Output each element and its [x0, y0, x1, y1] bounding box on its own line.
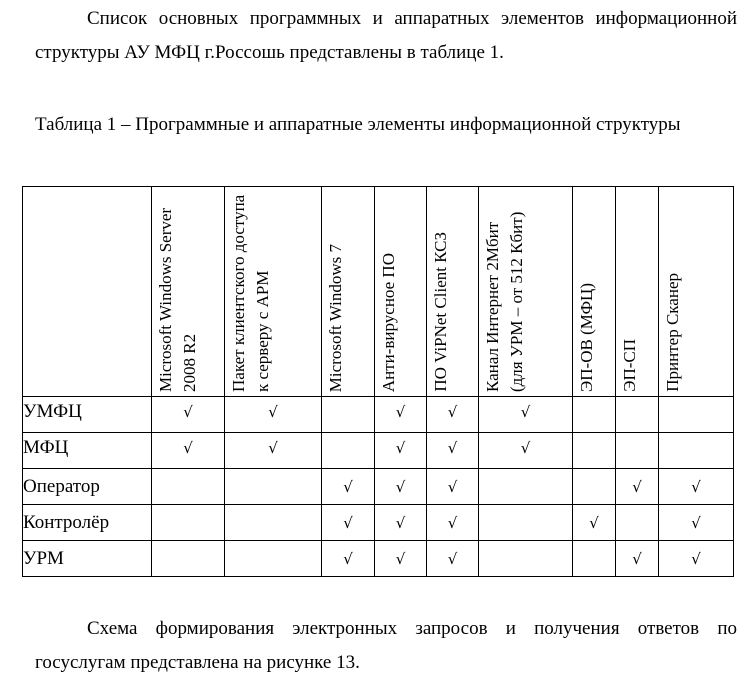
table-cell	[322, 541, 375, 577]
check-mark: √	[632, 550, 642, 568]
table-cell	[322, 433, 375, 469]
table-cell	[616, 505, 659, 541]
check-mark: √	[691, 478, 701, 496]
check-mark: √	[691, 550, 701, 568]
check-mark: √	[395, 403, 406, 421]
table-cell	[616, 433, 659, 469]
table-header-row	[23, 187, 734, 397]
table-cell	[479, 397, 573, 433]
check-mark: √	[447, 478, 458, 496]
table-cell	[479, 541, 573, 577]
table-cell	[375, 541, 427, 577]
column-header-label: ЭП-ОВ (МФЦ)	[577, 283, 596, 392]
check-mark: √	[395, 514, 406, 532]
column-header-label: Принтер Сканер	[663, 273, 682, 392]
table-cell	[573, 505, 616, 541]
table-cell	[427, 505, 479, 541]
check-mark: √	[268, 403, 278, 421]
row-label: УМФЦ	[23, 397, 152, 433]
column-header	[659, 187, 734, 397]
column-header	[573, 187, 616, 397]
table-cell	[375, 397, 427, 433]
table-cell	[225, 505, 322, 541]
row-label: Оператор	[23, 469, 152, 505]
check-mark: √	[395, 439, 406, 457]
table-cell	[152, 397, 225, 433]
table-cell	[375, 433, 427, 469]
check-mark: √	[395, 478, 406, 496]
column-header	[322, 187, 375, 397]
table-row	[23, 505, 734, 541]
table-cell	[427, 541, 479, 577]
table-cell	[225, 397, 322, 433]
check-mark: √	[691, 514, 701, 532]
column-header-label: Microsoft Windows Server 2008 R2	[156, 207, 199, 392]
outro-paragraph: Схема формирования электронных запросов и получения ответов по госуслугам представлена на рисунке 13.	[35, 618, 737, 673]
check-mark: √	[447, 550, 458, 568]
table-cell	[479, 505, 573, 541]
table-cell	[322, 469, 375, 505]
table-row	[23, 541, 734, 577]
elements-table	[22, 186, 734, 577]
table-cell	[427, 397, 479, 433]
row-label: УРМ	[23, 541, 152, 577]
table-cell	[427, 469, 479, 505]
table-cell	[659, 505, 734, 541]
check-mark: √	[343, 478, 353, 496]
column-header-label: Канал Интернет 2Мбит (для УРМ – от 512 Кбит)	[483, 211, 526, 392]
table-cell	[225, 469, 322, 505]
column-header-label: Анти-вирусное ПО	[379, 252, 398, 392]
table-cell	[573, 469, 616, 505]
check-mark: √	[343, 550, 353, 568]
table-cell	[616, 397, 659, 433]
intro-paragraph: Список основных программных и аппаратных элементов информационной структуры АУ МФЦ г.Россошь представлены в таблице 1.	[35, 8, 737, 63]
table-cell	[659, 397, 734, 433]
table-cell	[375, 505, 427, 541]
table-cell	[152, 433, 225, 469]
column-header	[427, 187, 479, 397]
column-header-label: Пакет клиентского доступа к серверу с АРМ	[229, 194, 272, 392]
check-mark: √	[268, 439, 278, 457]
column-header	[375, 187, 427, 397]
table-row	[23, 397, 734, 433]
table-cell	[479, 433, 573, 469]
check-mark: √	[589, 514, 599, 532]
row-label: Контролёр	[23, 505, 152, 541]
column-header	[152, 187, 225, 397]
column-header-label: ЭП-СП	[620, 339, 639, 392]
table-row	[23, 469, 734, 505]
check-mark: √	[632, 478, 642, 496]
table-cell	[427, 433, 479, 469]
column-header	[479, 187, 573, 397]
table-cell	[225, 433, 322, 469]
column-header	[225, 187, 322, 397]
table-cell	[479, 469, 573, 505]
table-corner-cell	[23, 187, 152, 397]
table-cell	[322, 397, 375, 433]
table-caption: Таблица 1 – Программные и аппаратные элементы информационной структуры	[35, 114, 681, 135]
table-cell	[659, 433, 734, 469]
table-cell	[225, 541, 322, 577]
table-cell	[573, 397, 616, 433]
check-mark: √	[183, 439, 193, 457]
table-cell	[616, 469, 659, 505]
check-mark: √	[447, 439, 458, 457]
table-cell	[375, 469, 427, 505]
check-mark: √	[343, 514, 353, 532]
row-label: МФЦ	[23, 433, 152, 469]
table-cell	[659, 541, 734, 577]
check-mark: √	[183, 403, 193, 421]
check-mark: √	[395, 550, 406, 568]
table-cell	[573, 541, 616, 577]
table-cell	[152, 469, 225, 505]
table-cell	[659, 469, 734, 505]
column-header-label: ПО ViPNet Client КСЗ	[431, 232, 450, 392]
column-header	[616, 187, 659, 397]
table-cell	[322, 505, 375, 541]
table-cell	[616, 541, 659, 577]
check-mark: √	[447, 403, 458, 421]
check-mark: √	[447, 514, 458, 532]
table-cell	[152, 541, 225, 577]
table-row	[23, 433, 734, 469]
column-header-label: Microsoft Windows 7	[326, 243, 345, 392]
check-mark: √	[520, 439, 531, 457]
table-body	[23, 397, 734, 577]
table-cell	[152, 505, 225, 541]
check-mark: √	[520, 403, 531, 421]
table-cell	[573, 433, 616, 469]
